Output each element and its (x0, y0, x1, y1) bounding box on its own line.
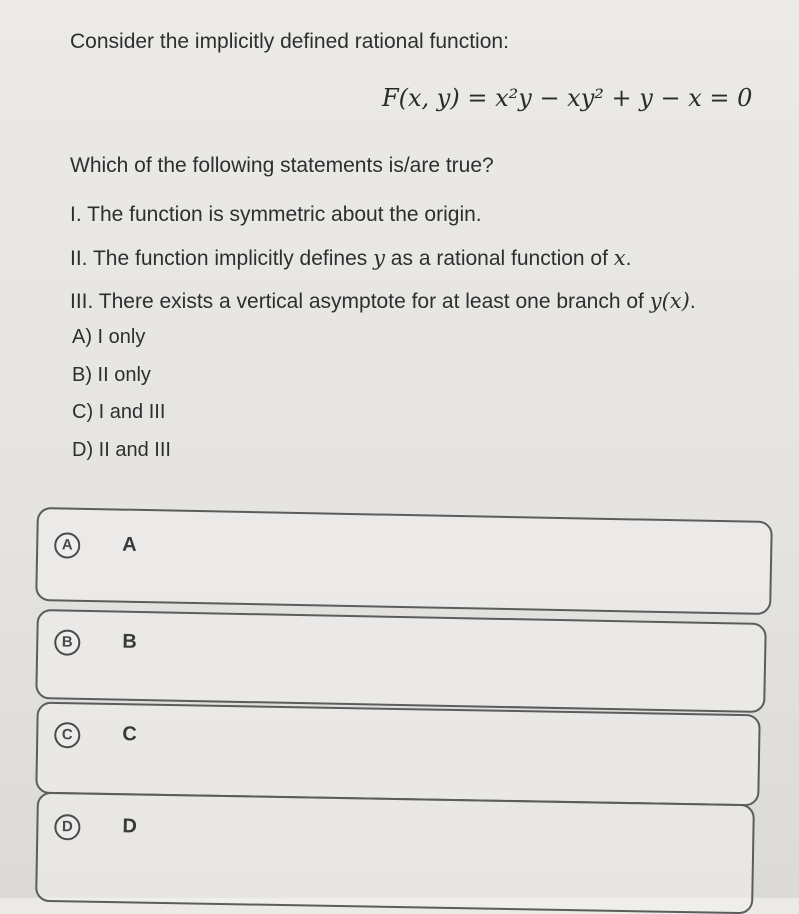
option-c-label: C (122, 723, 137, 746)
answer-option-b[interactable] (35, 609, 767, 713)
choice-text-b: B) II only (72, 364, 151, 386)
statement-3 (70, 289, 696, 314)
option-a-badge-icon: A (54, 532, 80, 558)
option-b-badge-icon: B (54, 629, 80, 655)
statement-1 (70, 203, 482, 227)
equation: F(x, y) = x²y − xy² + y − x = 0 (382, 84, 753, 112)
option-b-label: B (122, 630, 137, 653)
question-prompt: Which of the following statements is/are true? (70, 154, 494, 177)
statement-3-text-b: . (689, 290, 696, 313)
option-c-badge-icon: C (54, 722, 80, 748)
question-intro: Consider the implicitly defined rational function: (70, 30, 509, 53)
statement-2-text-b: as a rational function of (384, 247, 614, 270)
statement-2-var-y: y (373, 246, 385, 270)
option-a-label: A (122, 533, 137, 556)
answer-option-c[interactable] (35, 702, 760, 807)
statement-3-var-yx: y(x) (649, 289, 690, 313)
statement-2-text-c: . (625, 247, 632, 270)
choice-text-d: D) II and III (72, 439, 171, 461)
statement-2-text-a: II. The function implicitly defines (70, 247, 374, 270)
statement-2 (70, 246, 631, 271)
choice-text-c: C) I and III (72, 401, 166, 423)
statement-2-var-x: x (613, 246, 626, 270)
statement-1-text: I. The function is symmetric about the origin. (70, 203, 482, 226)
choice-text-a: A) I only (72, 326, 146, 348)
option-d-label: D (122, 815, 138, 838)
answer-option-d[interactable] (35, 792, 755, 914)
answer-option-a[interactable] (35, 507, 773, 615)
option-d-badge-icon: D (54, 814, 80, 840)
statement-3-text-a: III. There exists a vertical asymptote for at least one branch of (70, 290, 650, 313)
